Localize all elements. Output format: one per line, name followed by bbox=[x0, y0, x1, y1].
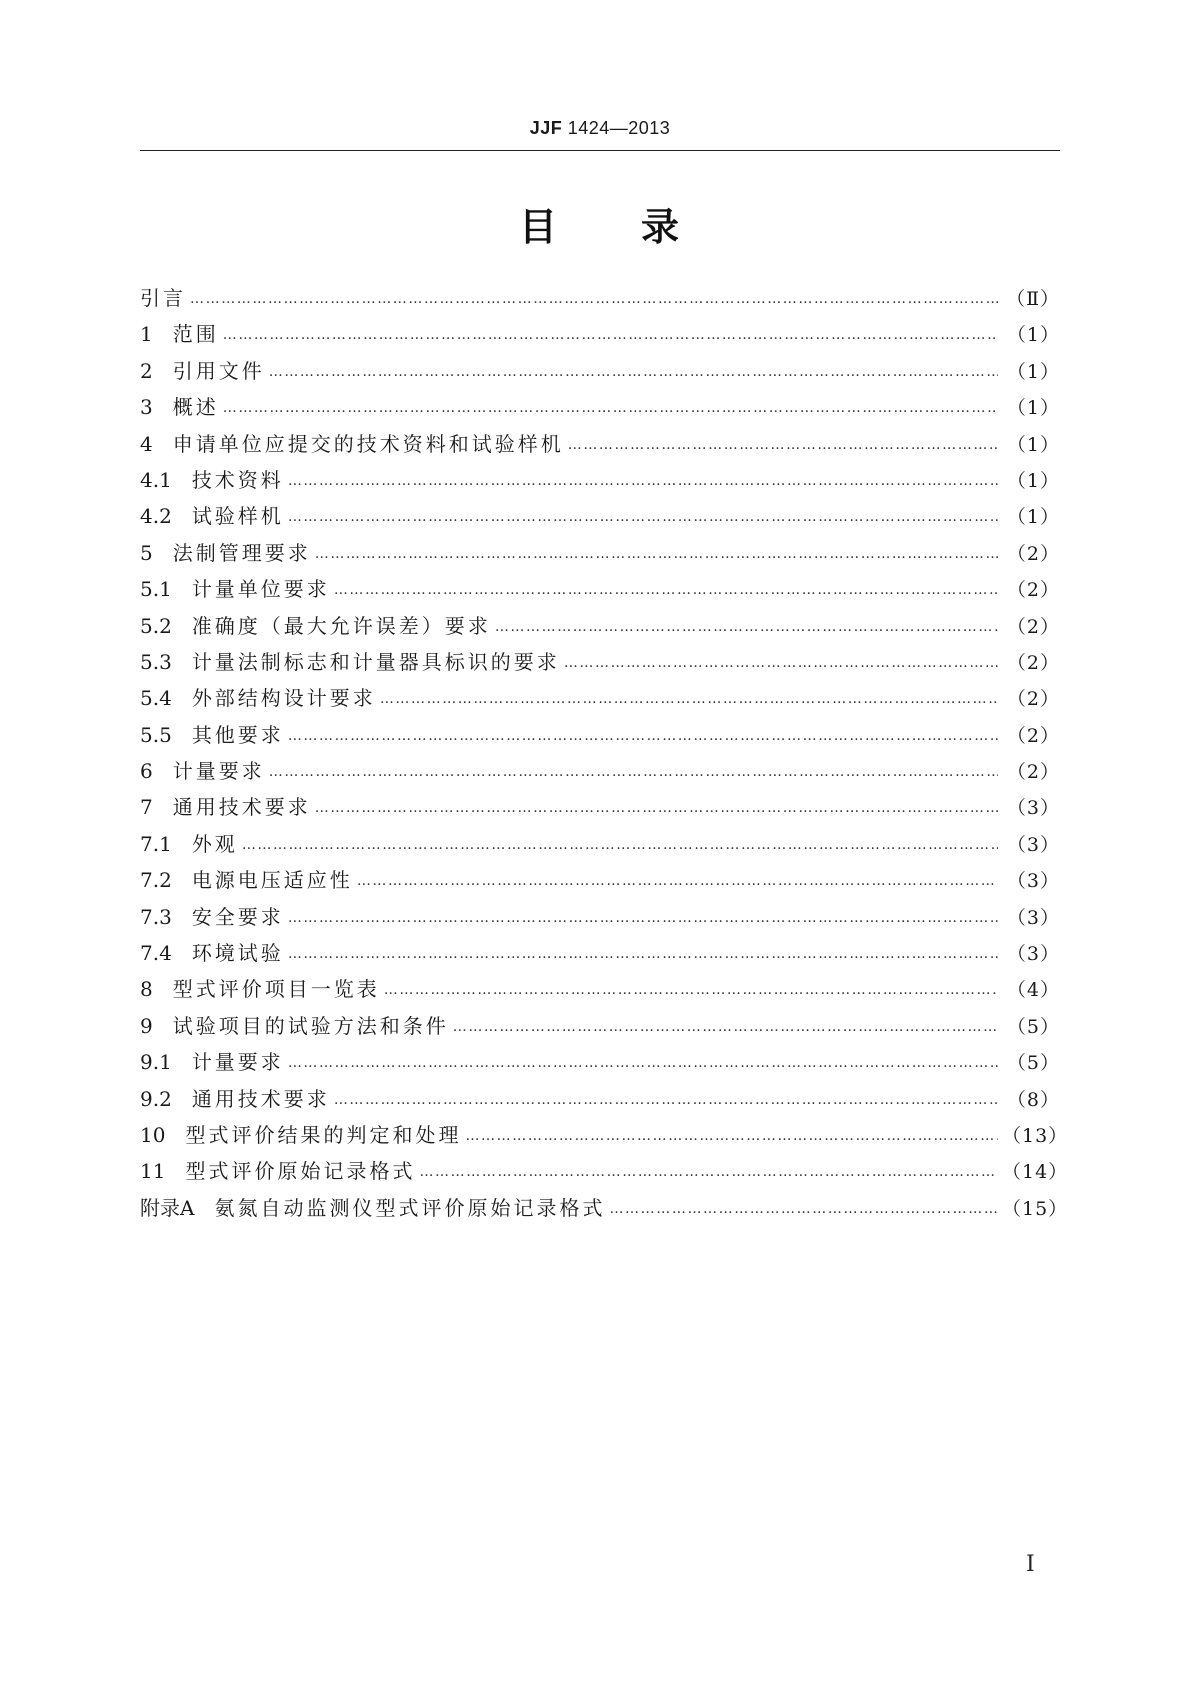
toc-entry[interactable] bbox=[140, 1008, 1060, 1044]
toc-entry[interactable] bbox=[140, 426, 1060, 462]
toc-leader-dots bbox=[315, 790, 998, 826]
toc-entry[interactable] bbox=[140, 1044, 1060, 1080]
toc-leader-dots bbox=[334, 572, 998, 608]
toc-leader-dots bbox=[269, 354, 998, 390]
toc-entry[interactable] bbox=[140, 535, 1060, 571]
toc-leader-dots bbox=[288, 900, 998, 936]
toc-leader-dots bbox=[568, 427, 998, 463]
toc-entry-page: （1） bbox=[1006, 469, 1060, 492]
toc-entry-number: 5 bbox=[140, 540, 173, 565]
toc-leader-dots bbox=[288, 1045, 998, 1081]
toc-leader-dots bbox=[609, 1191, 998, 1227]
toc-entry[interactable] bbox=[140, 899, 1060, 935]
toc-entry-number: 4.2 bbox=[140, 504, 192, 529]
toc-entry-title: 外观 bbox=[191, 831, 238, 856]
toc-entry-page: （2） bbox=[1006, 761, 1060, 784]
toc-leader-dots bbox=[384, 972, 998, 1008]
toc-entry-title: 申请单位应提交的技术资料和试验样机 bbox=[172, 431, 564, 456]
toc-entry-number: 7.2 bbox=[140, 868, 192, 893]
toc-entry[interactable] bbox=[140, 462, 1060, 498]
toc-entry-title: 安全要求 bbox=[191, 904, 284, 929]
toc-entry-title: 准确度（最大允许误差）要求 bbox=[191, 613, 491, 638]
toc-entry-page: （3） bbox=[1006, 906, 1060, 929]
toc-leader-dots bbox=[465, 1118, 998, 1154]
toc-entry-number: 4 bbox=[140, 431, 173, 456]
toc-leader-dots bbox=[357, 863, 998, 899]
page-title bbox=[140, 196, 1060, 251]
toc-entry-page: （2） bbox=[1006, 579, 1060, 602]
toc-leader-dots bbox=[288, 718, 998, 754]
toc-entry-title: 环境试验 bbox=[191, 941, 284, 966]
toc-entry-number: 11 bbox=[140, 1159, 186, 1184]
toc-entry-page: （1） bbox=[1006, 360, 1060, 383]
toc-entry-number: 5.2 bbox=[140, 613, 192, 638]
toc-entry-number: 5.4 bbox=[140, 686, 192, 711]
toc-entry[interactable] bbox=[140, 571, 1060, 607]
toc-entry-number: 6 bbox=[140, 759, 173, 784]
toc-leader-dots bbox=[223, 390, 998, 426]
toc-entry-page: （3） bbox=[1006, 797, 1060, 820]
toc-entry-title: 计量要求 bbox=[172, 759, 265, 784]
toc-entry[interactable] bbox=[140, 1190, 1069, 1226]
toc-entry-page: （13） bbox=[1002, 1124, 1069, 1147]
table-of-contents bbox=[140, 280, 1069, 1226]
toc-entry-page: （8） bbox=[1006, 1088, 1060, 1111]
toc-entry-number: 2 bbox=[140, 358, 173, 383]
toc-entry-page: （3） bbox=[1006, 870, 1060, 893]
toc-entry-number: 1 bbox=[140, 322, 173, 347]
toc-leader-dots bbox=[453, 1009, 998, 1045]
toc-entry-title: 通用技术要求 bbox=[172, 795, 311, 820]
toc-entry-title: 引用文件 bbox=[172, 358, 265, 383]
toc-entry-page: （1） bbox=[1006, 397, 1060, 420]
toc-entry-title: 试验项目的试验方法和条件 bbox=[172, 1013, 449, 1038]
toc-entry-title: 范围 bbox=[172, 322, 219, 347]
toc-leader-dots bbox=[269, 754, 998, 790]
toc-entry-page: （2） bbox=[1006, 542, 1060, 565]
toc-entry-page: （3） bbox=[1006, 943, 1060, 966]
toc-leader-dots bbox=[223, 317, 998, 353]
toc-entry[interactable] bbox=[140, 353, 1060, 389]
toc-entry-page: （14） bbox=[1002, 1161, 1069, 1184]
toc-leader-dots bbox=[288, 936, 998, 972]
toc-entry-number: 5.5 bbox=[140, 722, 192, 747]
toc-entry[interactable] bbox=[140, 971, 1060, 1007]
toc-entry-title: 电源电压适应性 bbox=[191, 868, 353, 893]
toc-entry-page: （1） bbox=[1006, 506, 1060, 529]
toc-entry-title: 其他要求 bbox=[191, 722, 284, 747]
toc-entry[interactable] bbox=[140, 862, 1060, 898]
toc-entry-number: 8 bbox=[140, 977, 173, 1002]
toc-entry-page: （4） bbox=[1006, 979, 1060, 1002]
toc-leader-dots bbox=[419, 1154, 998, 1190]
toc-entry-number: 7.3 bbox=[140, 904, 192, 929]
toc-entry-page: （2） bbox=[1006, 724, 1060, 747]
toc-entry-title: 通用技术要求 bbox=[191, 1086, 330, 1111]
title-char-1: 目 bbox=[518, 205, 559, 249]
toc-entry-number: 10 bbox=[140, 1122, 186, 1147]
toc-entry-title: 计量要求 bbox=[191, 1050, 284, 1075]
toc-entry-number: 7.1 bbox=[140, 831, 192, 856]
toc-leader-dots bbox=[190, 281, 998, 317]
page-number: I bbox=[1026, 1552, 1035, 1577]
document-code-header bbox=[140, 118, 1060, 139]
toc-entry-page: （2） bbox=[1006, 651, 1060, 674]
toc-entry-title: 计量法制标志和计量器具标识的要求 bbox=[191, 649, 560, 674]
toc-entry-page: （1） bbox=[1006, 433, 1060, 456]
toc-entry-number: 9 bbox=[140, 1013, 173, 1038]
title-char-2: 录 bbox=[641, 205, 682, 249]
toc-entry-title: 氨氮自动监测仪型式评价原始记录格式 bbox=[214, 1195, 606, 1220]
toc-entry-title: 法制管理要求 bbox=[172, 540, 311, 565]
toc-entry[interactable] bbox=[140, 826, 1060, 862]
toc-leader-dots bbox=[380, 681, 998, 717]
toc-entry[interactable] bbox=[140, 389, 1060, 425]
toc-entry[interactable] bbox=[140, 935, 1060, 971]
toc-entry-page: （5） bbox=[1006, 1052, 1060, 1075]
toc-leader-dots bbox=[288, 499, 998, 535]
toc-entry[interactable] bbox=[140, 498, 1060, 534]
toc-entry-title: 技术资料 bbox=[191, 467, 284, 492]
toc-entry[interactable] bbox=[140, 280, 1060, 316]
toc-entry-title: 外部结构设计要求 bbox=[191, 686, 376, 711]
toc-leader-dots bbox=[288, 463, 998, 499]
toc-entry-title: 概述 bbox=[172, 395, 219, 420]
standard-number: 1424—2013 bbox=[562, 118, 671, 138]
toc-entry-number: 附录A bbox=[140, 1195, 215, 1220]
toc-entry[interactable] bbox=[140, 644, 1060, 680]
toc-entry-page: （15） bbox=[1002, 1197, 1069, 1220]
toc-entry-number: 9.2 bbox=[140, 1086, 192, 1111]
toc-leader-dots bbox=[564, 645, 998, 681]
toc-entry[interactable] bbox=[140, 753, 1060, 789]
standard-prefix: JJF bbox=[529, 118, 563, 138]
toc-entry[interactable] bbox=[140, 789, 1060, 825]
toc-entry-page: （5） bbox=[1006, 1015, 1060, 1038]
toc-entry-page: （2） bbox=[1006, 688, 1060, 711]
toc-entry-title: 型式评价原始记录格式 bbox=[185, 1159, 416, 1184]
toc-entry-number: 3 bbox=[140, 395, 173, 420]
toc-entry[interactable] bbox=[140, 680, 1060, 716]
toc-leader-dots bbox=[242, 827, 998, 863]
toc-leader-dots bbox=[495, 609, 998, 645]
toc-entry-page: （3） bbox=[1006, 833, 1060, 856]
toc-entry[interactable] bbox=[140, 316, 1060, 352]
toc-entry-number: 4.1 bbox=[140, 467, 192, 492]
toc-entry-number: 7.4 bbox=[140, 941, 192, 966]
toc-leader-dots bbox=[315, 536, 998, 572]
toc-entry-number: 5.3 bbox=[140, 649, 192, 674]
toc-entry-page: （2） bbox=[1006, 615, 1060, 638]
toc-entry[interactable] bbox=[140, 717, 1060, 753]
toc-entry-title: 型式评价项目一览表 bbox=[172, 977, 380, 1002]
toc-leader-dots bbox=[334, 1082, 998, 1118]
toc-entry-page: （1） bbox=[1006, 324, 1060, 347]
toc-entry-title: 试验样机 bbox=[191, 504, 284, 529]
toc-entry[interactable] bbox=[140, 1081, 1060, 1117]
toc-entry-title: 型式评价结果的判定和处理 bbox=[185, 1122, 462, 1147]
toc-entry-page: （Ⅱ） bbox=[1006, 288, 1060, 310]
toc-entry-number: 7 bbox=[140, 795, 173, 820]
toc-entry[interactable] bbox=[140, 1117, 1069, 1153]
toc-entry-number: 9.1 bbox=[140, 1050, 192, 1075]
toc-entry[interactable] bbox=[140, 608, 1060, 644]
toc-entry[interactable] bbox=[140, 1153, 1069, 1189]
toc-entry-title: 计量单位要求 bbox=[191, 577, 330, 602]
toc-entry-number: 5.1 bbox=[140, 577, 192, 602]
toc-entry-title: 引言 bbox=[140, 286, 186, 310]
header-divider bbox=[140, 150, 1060, 151]
